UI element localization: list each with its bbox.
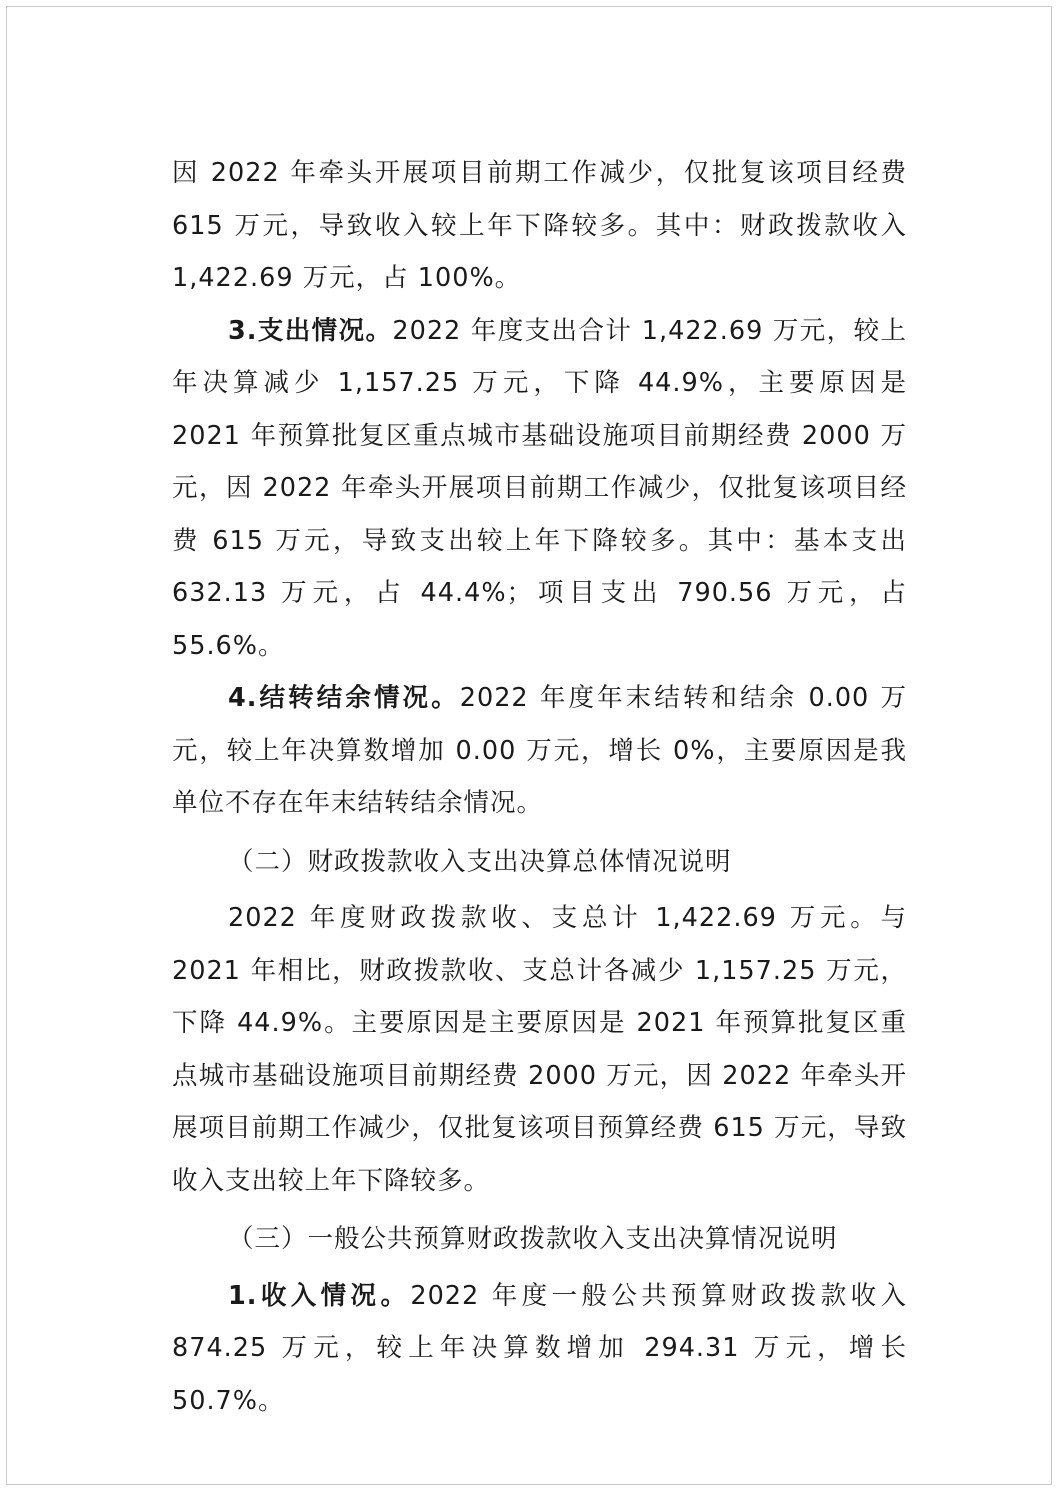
paragraph-expenditure bbox=[172, 305, 907, 673]
paragraph-carryover bbox=[172, 672, 907, 830]
paragraph-general-budget-income bbox=[172, 1270, 907, 1428]
section-heading-3: （三）一般公共预算财政拨款收入支出决算情况说明 bbox=[228, 1224, 838, 1254]
document-page bbox=[6, 6, 1052, 1485]
general-income-heading: 1.收入情况。 bbox=[228, 1280, 411, 1311]
document-body bbox=[172, 147, 907, 1427]
section-heading-2: （二）财政拨款收入支出决算总体情况说明 bbox=[228, 846, 732, 877]
expenditure-text: 2022 年度支出合计 1,422.69 万元，较上年决算减少 1,157.25 万元，下降 44.9%，主要原因是 2021 年预算批复区重点城市基础设施项目前期经费 2000 万元，因 2022 年牵头开展项目前期工作减少，仅批复该项目经费 615 万元，导致支出较上年下降较多。其中：基本支出 632.13 万元，占 44.4%；项目支出 790.56 万元，占 55.6%。 bbox=[172, 315, 907, 661]
paragraph-income-continuation: 因 2022 年牵头开展项目前期工作减少，仅批复该项目经费 615 万元，导致收入较上年下降较多。其中：财政拨款收入 1,422.69 万元，占 100%。 bbox=[172, 158, 907, 293]
general-income-text: 2022 年度一般公共预算财政拨款收入 874.25 万元，较上年决算数增加 294.31 万元，增长 50.7%。 bbox=[172, 1280, 907, 1416]
expenditure-heading: 3.支出情况。 bbox=[228, 315, 393, 346]
carryover-heading: 4.结转结余情况。 bbox=[228, 683, 460, 713]
carryover-text: 2022 年度年末结转和结余 0.00 万元，较上年决算数增加 0.00 万元，增长 0%，主要原因是我单位不存在年末结转结余情况。 bbox=[172, 683, 907, 818]
paragraph-fiscal-total: 2022 年度财政拨款收、支总计 1,422.69 万元。与 2021 年相比，财政拨款收、支总计各减少 1,157.25 万元，下降 44.9%。主要原因是主要原因是 2021 年预算批复区重点城市基础设施项目前期经费 2000 万元，因 2022 年牵头开展项目前期工作减少，仅批复该项目预算经费 615 万元，导致收入支出较上年下降较多。 bbox=[172, 903, 907, 1196]
